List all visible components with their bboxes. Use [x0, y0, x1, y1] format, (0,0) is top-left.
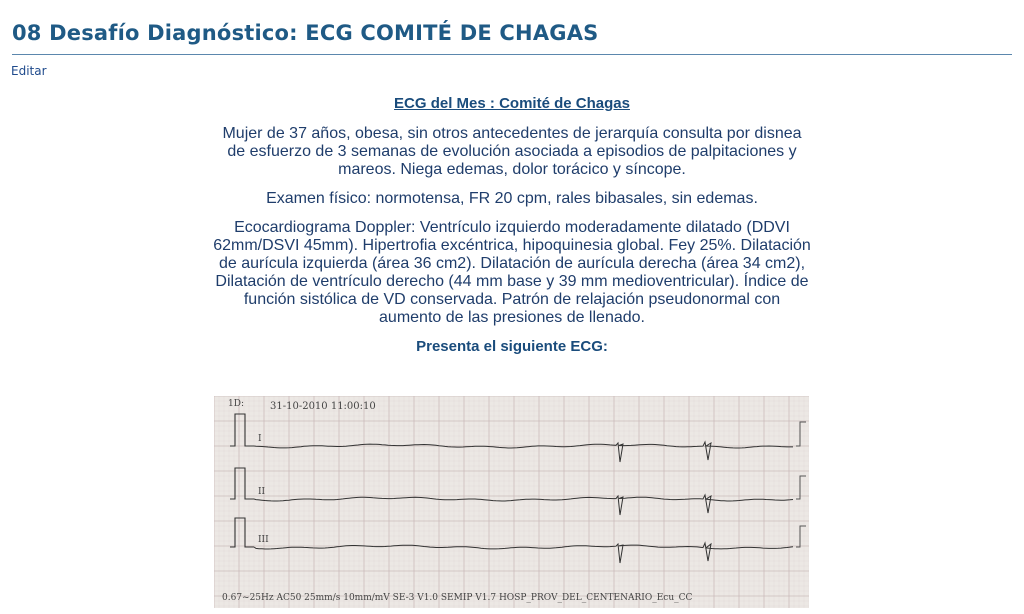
edit-link[interactable]: Editar [11, 64, 47, 78]
ecg-calibration-pulse [230, 414, 254, 446]
ecg-corner-label: 1D: [228, 399, 244, 409]
ecg-lead-trace [254, 442, 793, 462]
physical-exam: Examen físico: normotensa, FR 20 cpm, rales bibasales, sin edemas. [266, 190, 758, 207]
ecg-image [214, 396, 809, 608]
ecg-timestamp: 31-10-2010 11:00:10 [270, 401, 376, 412]
page-title: 08 Desafío Diagnóstico: ECG COMITÉ DE CHAGAS [12, 21, 599, 45]
case-description: Mujer de 37 años, obesa, sin otros antecedentes de jerarquía consulta por disnea de esfuerzo de 3 semanas de evolución asociada a episodios de palpitaciones y mareos. Niega edemas, dolor torácico y síncope. [222, 125, 802, 178]
ecg-lead-label-1: I [258, 434, 262, 444]
ecg-calibration-pulse [230, 518, 254, 547]
ecg-lead-trace [254, 495, 793, 515]
ecg-edge-bracket [796, 526, 806, 547]
title-divider [12, 54, 1012, 55]
ecg-intro: Presenta el siguiente ECG: [416, 338, 608, 355]
article-heading-link[interactable]: ECG del Mes : Comité de Chagas [394, 95, 630, 112]
ecg-edge-bracket [796, 422, 806, 446]
ecg-calibration-pulse [230, 468, 254, 499]
echocardiogram-findings: Ecocardiograma Doppler: Ventrículo izquierdo moderadamente dilatado (DDVI 62mm/DSVI 45mm). Hipertrofia excéntrica, hipoquinesia global. Fey 25%. Dilatación de aurícula izquierda (área 36 cm2). Dilatación de aurícula derecha (área 34 cm2), Dilatación de ventrículo derecho (44 mm base y 39 mm medioventricular). Índice de función sistólica de VD conservada. Patrón de relajación pseudonormal con aumento de las presiones de llenado. [213, 219, 811, 326]
ecg-lead-label-3: III [258, 535, 269, 545]
ecg-edge-bracket [796, 476, 806, 499]
ecg-lead-label-2: II [258, 487, 266, 497]
ecg-footer-text: 0.67~25Hz AC50 25mm/s 10mm/mV SE-3 V1.0 SEMIP V1.7 HOSP_PROV_DEL_CENTENARIO_Ecu_CC [222, 593, 693, 603]
ecg-tracing [214, 396, 809, 608]
page-header [12, 18, 1012, 48]
article-body [212, 95, 812, 356]
